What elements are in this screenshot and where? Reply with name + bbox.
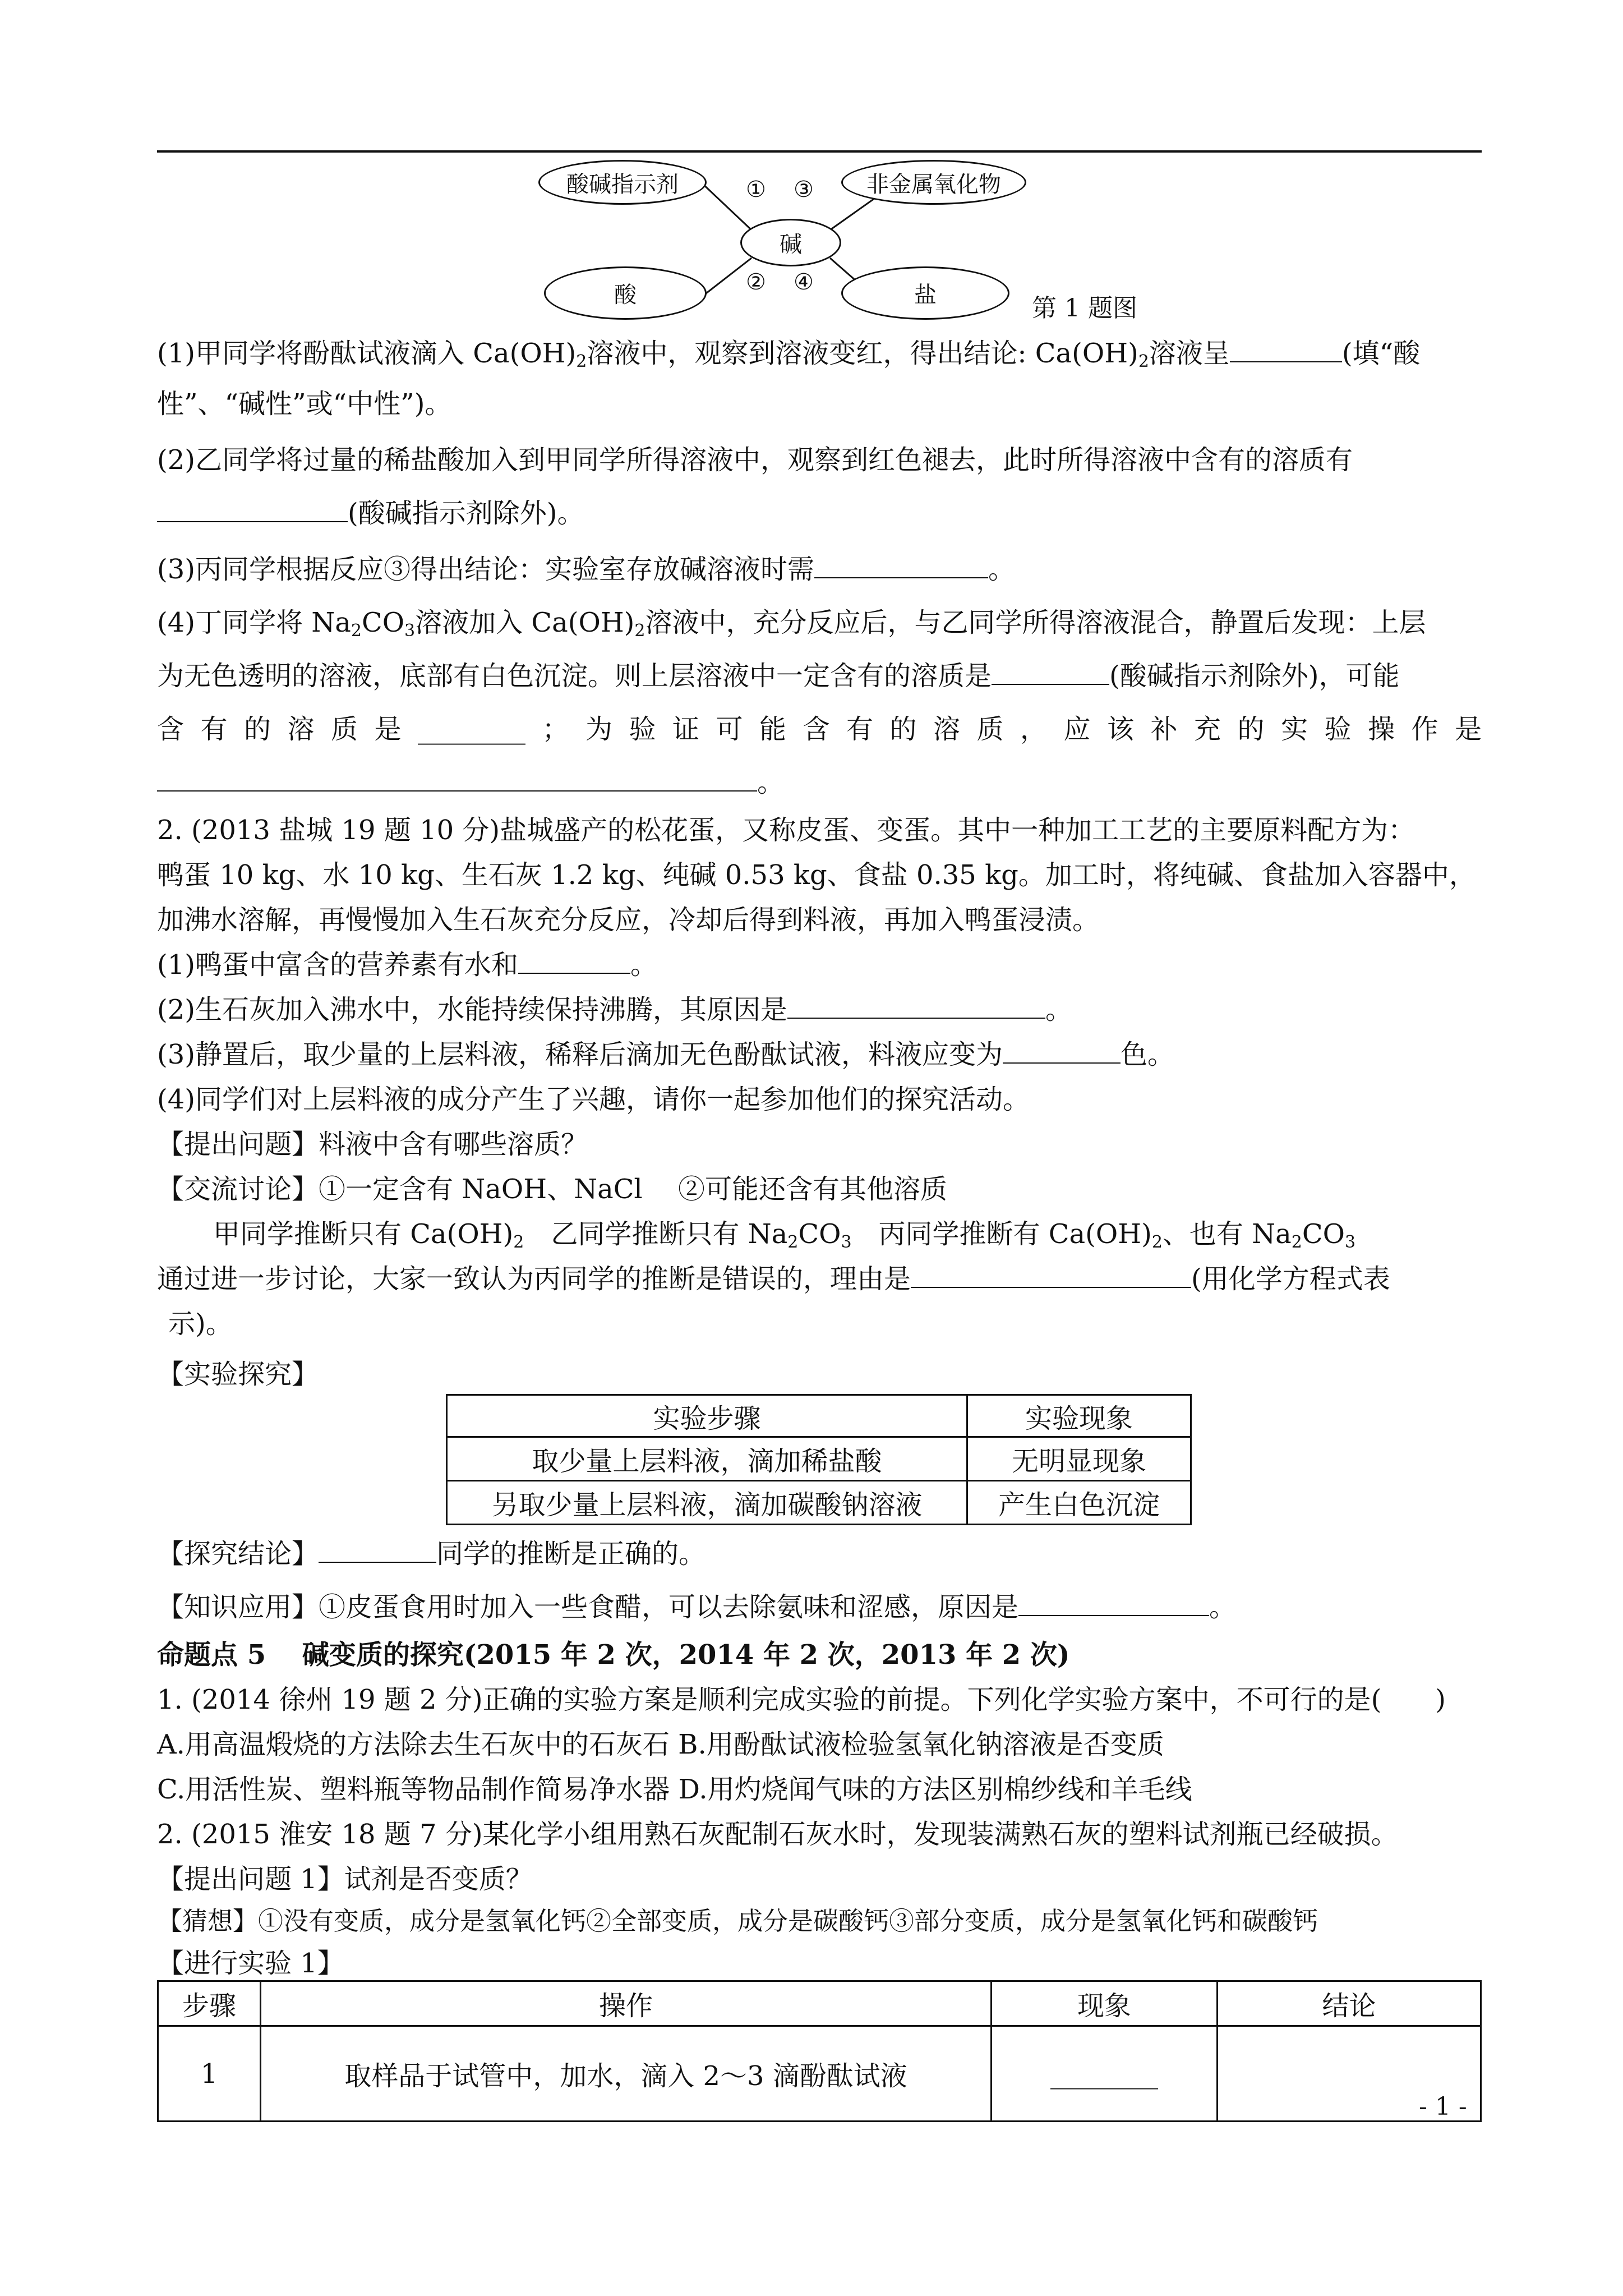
q1-part4-line3: 含 有 的 溶 质 是 ________ ； 为 验 证 可 能 含 有 的 溶 质 ， 应 该 补 充 的 实 验 操 作 是 [157, 714, 1482, 745]
table-cell: 产生白色沉淀 [967, 1481, 1191, 1525]
answer-blank[interactable] [157, 499, 348, 522]
q2-explore-heading: 【实验探究】 [157, 1359, 319, 1390]
q2-conclusion: 【探究结论】 同学的推断是正确的。 [157, 1538, 706, 1570]
q2-part2: (2)生石灰加入沸水中，水能持续保持沸腾，其原因是 。 [157, 994, 1073, 1025]
table-cell: ________ [992, 2026, 1218, 2122]
answer-blank[interactable] [1003, 1040, 1121, 1064]
table-header-row [447, 1395, 1191, 1437]
table-row [158, 2026, 1481, 2122]
topic5-q2: 2. (2015 淮安 18 题 7 分)某化学小组用熟石灰配制石灰水时，发现装满熟石灰的塑料试剂瓶已经破损。 [157, 1819, 1398, 1850]
q2-intro-line2: 鸭蛋 10 kg、水 10 kg、生石灰 1.2 kg、纯碱 0.53 kg、食盐 0.35 kg。加工时，将纯碱、食盐加入容器中， [157, 859, 1476, 891]
q2-part4: (4)同学们对上层料液的成分产生了兴趣，请你一起参加他们的探究活动。 [157, 1084, 1030, 1115]
table-header-cell: 步骤 [158, 1981, 261, 2026]
acid-node: 酸 [544, 266, 707, 320]
topic5-exp1-heading: 【进行实验 1】 [157, 1948, 344, 1979]
table-cell: 无明显现象 [967, 1437, 1191, 1481]
salt-node: 盐 [841, 266, 1009, 320]
answer-blank[interactable] [787, 995, 1045, 1019]
table-header-cell: 操作 [261, 1981, 992, 2026]
answer-blank[interactable] [157, 768, 757, 792]
answer-blank[interactable] [814, 555, 988, 578]
table-cell: 另取少量上层料液，滴加碳酸钠溶液 [447, 1481, 967, 1525]
table-header-row [158, 1981, 1481, 2026]
q2-part3: (3)静置后，取少量的上层料液，稀释后滴加无色酚酞试液，料液应变为 色。 [157, 1039, 1175, 1070]
topic5-q1-options-ab: A.用高温煅烧的方法除去生石灰中的石灰石 B.用酚酞试液检验氢氧化钠溶液是否变质 [157, 1729, 1164, 1760]
q1-part4-line4: 。 [157, 766, 784, 799]
q2-ask: 【提出问题】料液中含有哪些溶质？ [157, 1129, 588, 1160]
q2-guesses: 甲同学推断只有 $Ca(OH)_2$ 乙同学推断只有 $Na_2CO_3$ 丙同学推断有 $Ca(OH)_2$、也有 $Na_2CO_3$ [213, 1218, 1356, 1252]
reaction-mark-1: ① [746, 177, 766, 203]
answer-blank[interactable] [911, 1264, 1191, 1288]
q2-reason-line1: 通过进一步讨论，大家一致认为丙同学的推断是错误的，理由是 (用化学方程式表 [157, 1263, 1390, 1295]
q1-part1-line2: 性”、“碱性”或“中性”)。 [157, 388, 452, 420]
q2-application: 【知识应用】①皮蛋食用时加入一些食醋，可以去除氨味和涩感，原因是 。 [157, 1591, 1237, 1623]
topic5-q1-options-cd: C.用活性炭、塑料瓶等物品制作简易净水器 D.用灼烧闻气味的方法区别棉纱线和羊毛线 [157, 1774, 1192, 1805]
nonmetal-oxide-node: 非金属氧化物 [841, 160, 1026, 205]
table-row [447, 1481, 1191, 1525]
table-header-cell: 结论 [1218, 1981, 1481, 2026]
answer-blank[interactable] [319, 1539, 436, 1563]
topic5-guess: 【猜想】①没有变质，成分是氢氧化钙②全部变质，成分是碳酸钙③部分变质，成分是氢氧化钙和碳酸钙 [157, 1906, 1318, 1936]
reaction-mark-3: ③ [794, 177, 814, 203]
answer-blank[interactable] [1230, 339, 1342, 362]
table-cell: 取少量上层料液，滴加稀盐酸 [447, 1437, 967, 1481]
reaction-mark-2: ② [746, 269, 766, 295]
q1-part1-line1: (1)甲同学将酚酞试液滴入 $Ca(OH)_2$溶液中，观察到溶液变红，得出结论: $Ca(OH)_2$溶液呈 (填“酸 [157, 338, 1421, 371]
q2-intro-line3: 加沸水溶解，再慢慢加入生石灰充分反应，冷却后得到料液，再加入鸭蛋浸渍。 [157, 904, 1100, 936]
answer-blank[interactable] [992, 661, 1109, 685]
topic5-heading: 命题点 5 碱变质的探究(2015 年 2 次，2014 年 2 次，2013 年 2 次) [157, 1639, 1070, 1671]
reaction-mark-4: ④ [794, 269, 814, 295]
topic5-experiment-table [157, 1980, 1482, 2122]
topic5-q1: 1. (2014 徐州 19 题 2 分)正确的实验方案是顺利完成实验的前提。下列化学实验方案中，不可行的是( ) [157, 1684, 1446, 1715]
q1-part2-line2: (酸碱指示剂除外)。 [157, 496, 584, 530]
q1-part3: (3)丙同学根据反应③得出结论：实验室存放碱溶液时需 。 [157, 554, 1016, 585]
base-node: 碱 [740, 219, 841, 266]
q2-experiment-table [446, 1394, 1192, 1525]
table-cell: 1 [158, 2026, 261, 2122]
answer-blank[interactable] [1018, 1593, 1209, 1616]
table-header-cell: 实验现象 [967, 1395, 1191, 1437]
topic5-ask1: 【提出问题 1】试剂是否变质？ [157, 1864, 533, 1895]
q1-part4-line1: (4)丁同学将 $Na_2CO_3$溶液加入 $Ca(OH)_2$溶液中，充分反应后，与乙同学所得溶液混合，静置后发现：上层 [157, 607, 1426, 641]
q1-part4-line2: 为无色透明的溶液，底部有白色沉淀。则上层溶液中一定含有的溶质是 (酸碱指示剂除外)，可能 [157, 660, 1400, 692]
indicator-node: 酸碱指示剂 [538, 160, 707, 205]
q2-discuss: 【交流讨论】①一定含有 NaOH、NaCl ②可能还含有其他溶质 [157, 1174, 948, 1205]
q2-reason-line2: 示)。 [168, 1308, 233, 1340]
page-number: - 1 - [1419, 2092, 1467, 2121]
q1-part2-line1: (2)乙同学将过量的稀盐酸加入到甲同学所得溶液中，观察到红色褪去，此时所得溶液中含有的溶质有 [157, 444, 1353, 476]
table-row [447, 1437, 1191, 1481]
q2-intro-line1: 2. (2013 盐城 19 题 10 分)盐城盛产的松花蛋，又称皮蛋、变蛋。其中一种加工工艺的主要原料配方为： [157, 815, 1415, 846]
answer-blank[interactable] [518, 950, 630, 974]
table-header-cell: 现象 [992, 1981, 1218, 2026]
table-cell: 取样品于试管中，加水，滴入 2～3 滴酚酞试液 [261, 2026, 992, 2122]
header-rule [157, 150, 1482, 153]
table-header-cell: 实验步骤 [447, 1395, 967, 1437]
figure-caption: 第 1 题图 [1032, 294, 1137, 323]
q2-part1: (1)鸭蛋中富含的营养素有水和 。 [157, 949, 658, 981]
